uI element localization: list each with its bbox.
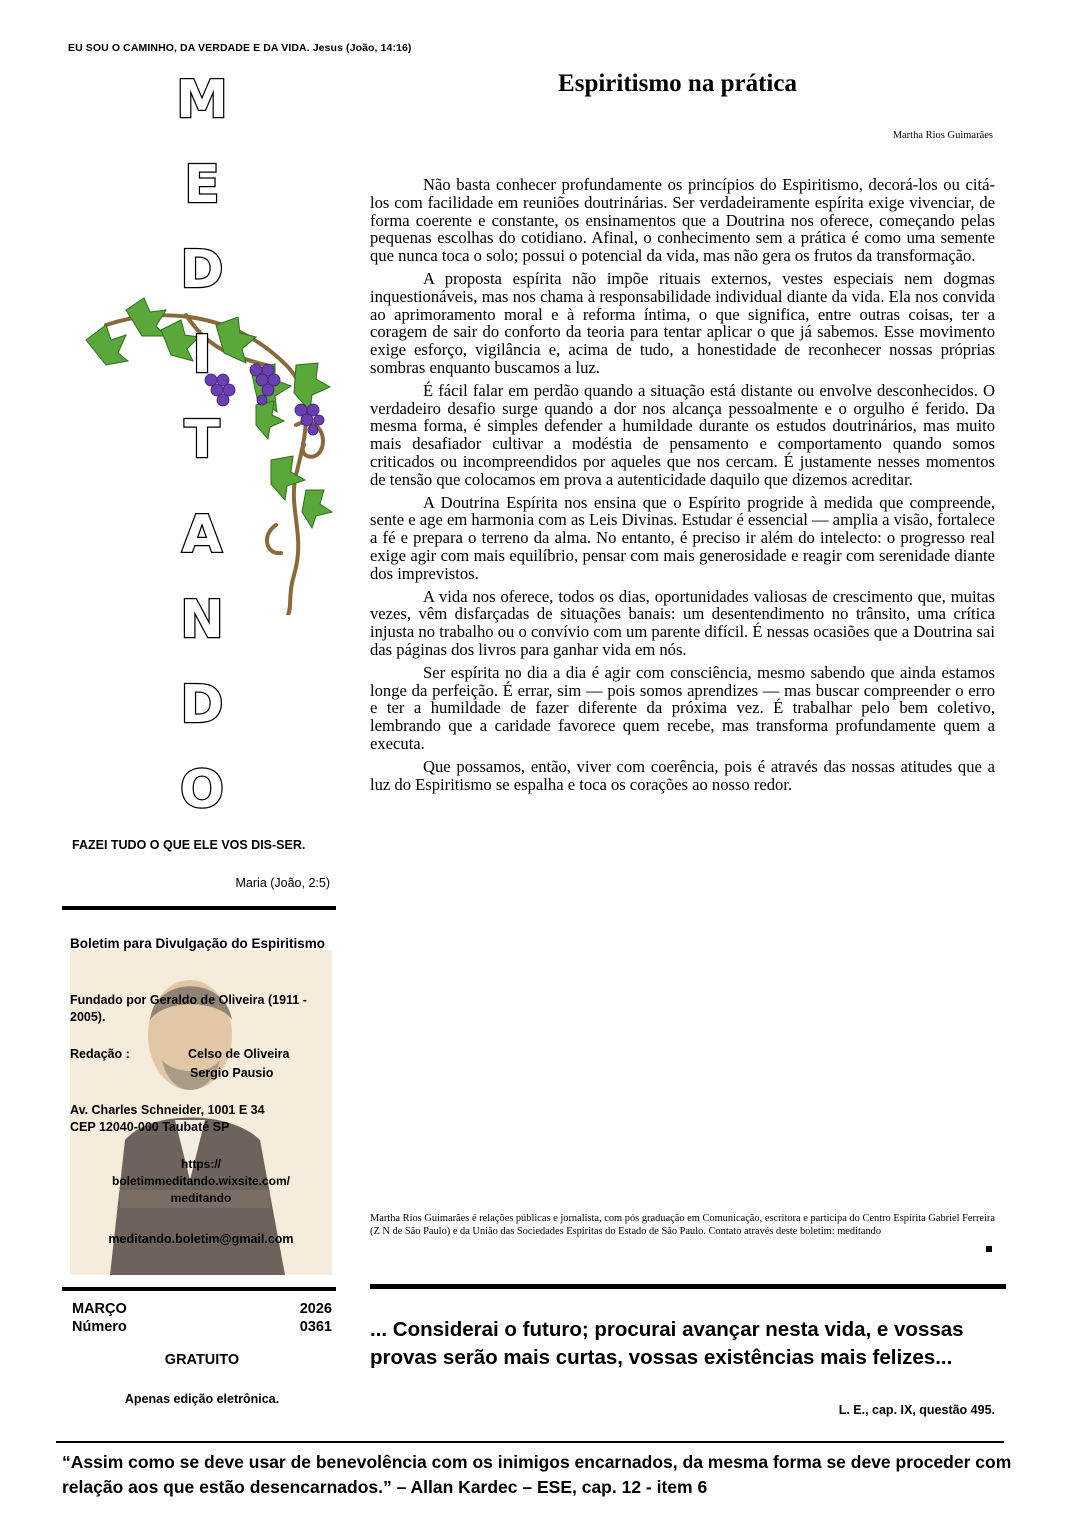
- sidebar-divider-bottom: [62, 1287, 336, 1291]
- kardec-quote: ... Considerai o futuro; procurai avançar nesta vida, e vossas provas serão mais curtas, vossas existências mais felizes...: [370, 1318, 964, 1369]
- article-paragraph: A Doutrina Espírita nos ensina que o Espírito progride à medida que compreende, sente e age em harmonia com as Leis Divinas. Estudar é essencial — amplia a visão, fortalece a fé e prepara o terreno da alma. No entanto, é preciso ir além do intelecto: o progresso real exige agir com mais equilíbrio, pensar com mais generosidade e reagir com serenidade diante dos imprevistos.: [370, 492, 995, 583]
- article-paragraph: A proposta espírita não impõe rituais externos, vestes especiais nem dogmas inquestionáveis, mas nos chama à responsabilidade individual diante da vida. Ela nos convida ao aprimoramento moral e à reforma íntima, o que significa, entre outras coisas, ter a coragem de sair do conforto da teoria para tentar aplicar o que já sabemos. Esse movimento exige esforço, vigilância e, acima de tudo, a honestidade de reconhecer nossas próprias sombras enquanto buscamos a luz.: [370, 268, 995, 377]
- bulletin-info-box: [70, 930, 332, 1275]
- top-quote: EU SOU O CAMINHO, DA VERDADE E DA VIDA. Jesus (João, 14:16): [68, 42, 412, 54]
- kardec-quote-source: L. E., cap. IX, questão 495.: [838, 1403, 995, 1417]
- title-letter-m: M: [176, 70, 228, 130]
- title-letter-n: N: [180, 590, 224, 650]
- article-paragraph: É fácil falar em perdão quando a situação está distante ou envolve desconhecidos. O verdadeiro desafio surge quando a dor nos alcança pessoalmente e o orgulho é ferido. Da mesma forma, é simples defender a humildade durante os estudos doutrinários, mas muito mais desafiador cultivar a modéstia de pensamento e comportamento quando somos criticados ou incompreendidos por aqueles que nos cercam. É justamente nesses momentos de tensão que colocamos em prova a autenticidade daquilo que dizemos acreditar.: [370, 380, 995, 489]
- article-paragraph: A vida nos oferece, todos os dias, oportunidades valiosas de crescimento que, muitas vezes, vêm disfarçadas de situações banais: um desentendimento no trânsito, uma crítica injusta no trabalho ou o convívio com um parente difícil. É nessas ocasiões que a Doutrina sai das páginas dos livros para ganhar vida em nós.: [370, 586, 995, 659]
- footer-quote: “Assim como se deve usar de benevolência com os inimigos encarnados, da mesma forma se deve proceder com relação aos que estão desencarnados.” – Allan Kardec – ESE, cap. 12 - item 6: [62, 1452, 1012, 1497]
- title-letter-d: D: [180, 240, 224, 300]
- editor-2: Sergio Pausio: [190, 1066, 274, 1080]
- email-link[interactable]: meditando.boletim@gmail.com: [108, 1232, 294, 1246]
- footer-divider: [56, 1441, 1004, 1443]
- editors-label: Redação :: [70, 1047, 130, 1061]
- website-line-2[interactable]: boletimmeditando.wixsite.com/: [111, 1174, 291, 1188]
- title-letter-t: T: [184, 410, 220, 470]
- bulletin-title: Boletim para Divulgação do Espiritismo: [70, 936, 326, 951]
- price-label: GRATUITO: [164, 1352, 240, 1368]
- article-paragraph: Não basta conhecer profundamente os princípios do Espiritismo, decorá-los ou citá-los com facilidade em reuniões doutrinárias. Ser verdadeiramente espírita exige vivenciar, de forma coerente e constante, os ensinamentos que a Doutrina nos oferece, começando pelas pequenas escolhas do cotidiano. Afinal, o conhecimento sem a prática é como uma semente que nunca toca o solo; possui o potencial da vida, mas não gera os frutos da transformação.: [370, 175, 995, 266]
- issue-info: [72, 1300, 332, 1336]
- founded-text: Fundado por Geraldo de Oliveira (1911 - 2005).: [70, 993, 307, 1024]
- title-letter-d2: D: [180, 675, 224, 735]
- title-letter-a: A: [181, 505, 223, 565]
- article-title: Espiritismo na prática: [558, 70, 797, 97]
- issue-year: 2026: [299, 1301, 332, 1317]
- author-bio: Martha Rios Guimarães é relações públicas e jornalista, com pós graduação em Comunicação, escritora e participa do Centro Espírita Gabriel Ferreira (Z N de São Paulo) e da União das Sociedades Espíritas do Estado de São Paulo. Contato através deste boletim: meditando: [370, 1213, 995, 1237]
- title-letter-e: E: [184, 155, 220, 215]
- end-mark: [986, 1246, 992, 1252]
- issue-number: 0361: [299, 1319, 332, 1335]
- sidebar-quote-source: Maria (João, 2:5): [235, 876, 330, 890]
- sidebar-quote: FAZEI TUDO O QUE ELE VOS DIS-SER.: [72, 838, 306, 852]
- address-line-1: Av. Charles Schneider, 1001 E 34: [70, 1103, 265, 1117]
- title-letter-i: I: [192, 325, 212, 385]
- article-author: Martha Rios Guimarães: [892, 130, 993, 141]
- address-line-2: CEP 12040-000 Taubaté SP: [70, 1120, 230, 1134]
- issue-month: MARÇO: [72, 1301, 127, 1317]
- title-letter-o: O: [179, 760, 225, 820]
- article-divider: [370, 1284, 1006, 1289]
- article-body: [370, 176, 995, 798]
- editor-1: Celso de Oliveira: [188, 1047, 290, 1061]
- article-paragraph: Que possamos, então, viver com coerência, pois é através das nossas atitudes que a luz do Espiritismo se espalha e toca os corações ao nosso redor.: [370, 756, 995, 794]
- website-line-1[interactable]: https://: [181, 1157, 221, 1171]
- sidebar-divider-top: [62, 906, 336, 910]
- article-paragraph: Ser espírita no dia a dia é agir com consciência, mesmo sabendo que ainda estamos longe da perfeição. É errar, sim — pois somos aprendizes — mas buscar compreender o erro e ter a humildade de fazer diferente da próxima vez. É trabalhar pelo bem coletivo, lembrando que a caridade favorece quem recebe, mas transforma profundamente quem a executa.: [370, 662, 995, 753]
- edition-note: Apenas edição eletrônica.: [124, 1392, 280, 1406]
- website-line-3[interactable]: meditando: [170, 1191, 232, 1205]
- issue-number-label: Número: [72, 1319, 127, 1335]
